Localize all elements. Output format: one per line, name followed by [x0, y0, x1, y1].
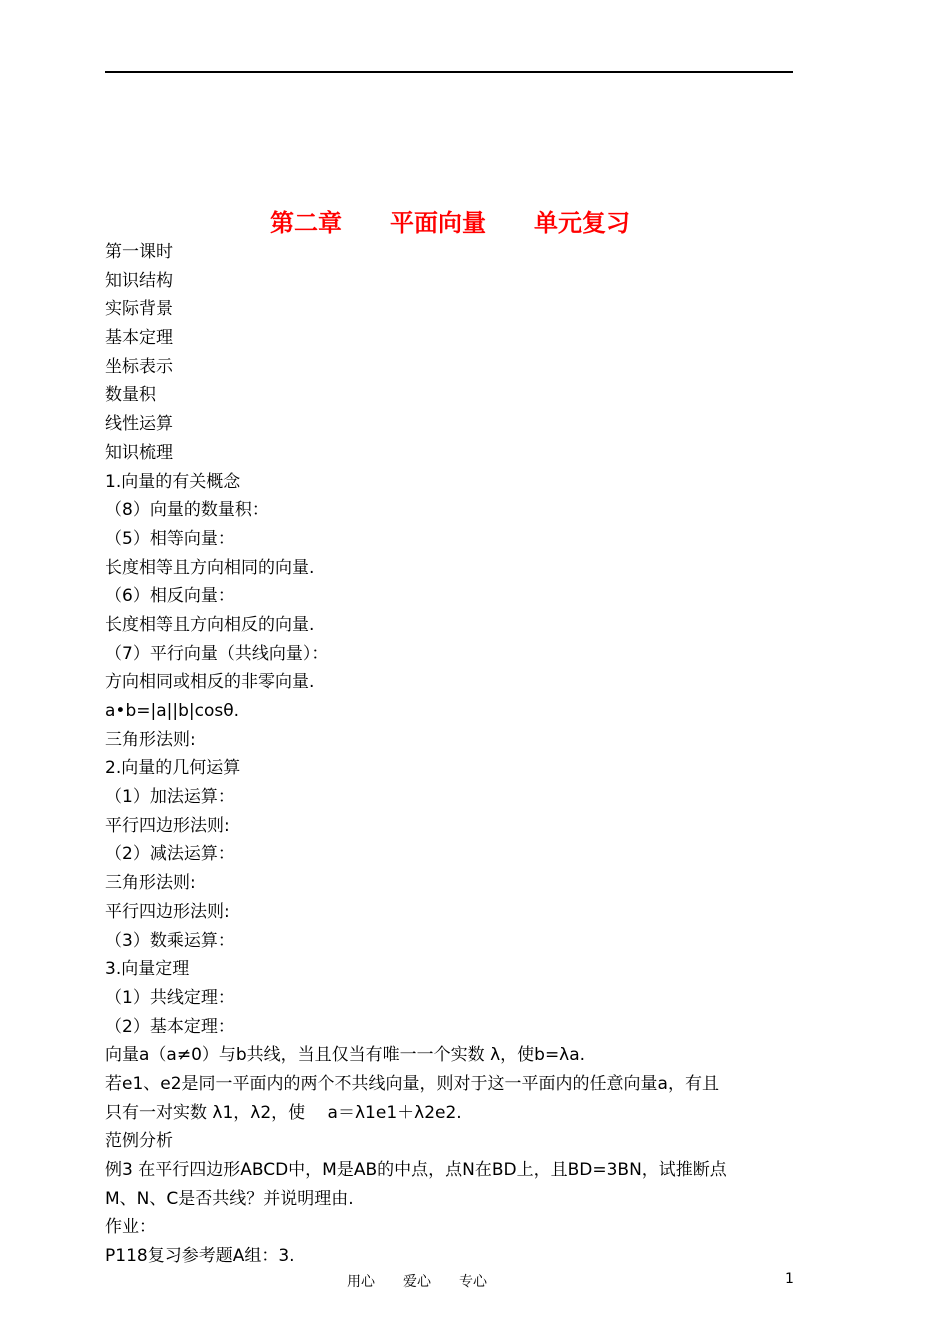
text-line: （5）相等向量： [105, 528, 235, 549]
document-body [105, 238, 805, 1271]
text-line: 三角形法则: [105, 873, 196, 894]
text-line: 长度相等且方向相反的向量. [105, 614, 315, 635]
page-title: 第二章 平面向量 单元复习 [270, 209, 630, 237]
text-line: 只有一对实数 λ1，λ2，使 a＝λ1e1＋λ2e2. [105, 1102, 462, 1123]
text-line: 向量a（a≠0）与b共线，当且仅当有唯一一个实数 λ，使b=λa. [105, 1045, 586, 1066]
text-line: 实际背景 [105, 299, 173, 320]
text-line: （8）向量的数量积： [105, 500, 269, 521]
text-line: a•b=|a||b|cosθ. [105, 701, 240, 721]
text-line: 例3 在平行四边形ABCD中，M是AB的中点，点N在BD上，且BD=3BN，试推断点 [105, 1160, 727, 1180]
text-line: 坐标表示 [105, 356, 173, 377]
text-line: 知识梳理 [105, 442, 173, 463]
text-line: 线性运算 [105, 414, 173, 435]
text-line: （1）共线定理： [105, 987, 235, 1008]
text-line: M、N、C是否共线？并说明理由. [105, 1188, 354, 1209]
page-footer [0, 1271, 950, 1293]
text-line: 作业： [105, 1217, 156, 1238]
text-line: P118复习参考题A组：3. [105, 1246, 295, 1267]
text-line: 2.向量的几何运算 [105, 758, 241, 779]
text-line: 范例分析 [105, 1131, 173, 1152]
text-line: 基本定理 [105, 328, 173, 349]
text-line: 平行四边形法则: [105, 901, 230, 922]
page-number: 1 [785, 1271, 794, 1287]
text-line: （2）减法运算： [105, 844, 235, 865]
text-line: 长度相等且方向相同的向量. [105, 557, 315, 578]
text-line: （3）数乘运算： [105, 930, 235, 951]
text-line: （1）加法运算： [105, 787, 235, 808]
text-line: （7）平行向量（共线向量）： [105, 643, 329, 664]
header-rule [105, 71, 793, 73]
text-line: 3.向量定理 [105, 959, 190, 980]
text-line: 平行四边形法则: [105, 815, 230, 836]
text-line: 1.向量的有关概念 [105, 471, 241, 492]
footer-motto: 用心 爱心 专心 [347, 1274, 487, 1290]
text-line: （6）相反向量： [105, 586, 235, 607]
text-line: 三角形法则: [105, 729, 196, 750]
text-line: 第一课时 [105, 242, 173, 262]
text-line: 方向相同或相反的非零向量. [105, 672, 315, 693]
text-line: （2）基本定理： [105, 1016, 235, 1037]
text-line: 若e1、e2是同一平面内的两个不共线向量，则对于这一平面内的任意向量a，有且 [105, 1073, 719, 1094]
text-line: 数量积 [105, 385, 156, 406]
text-line: 知识结构 [105, 270, 173, 291]
